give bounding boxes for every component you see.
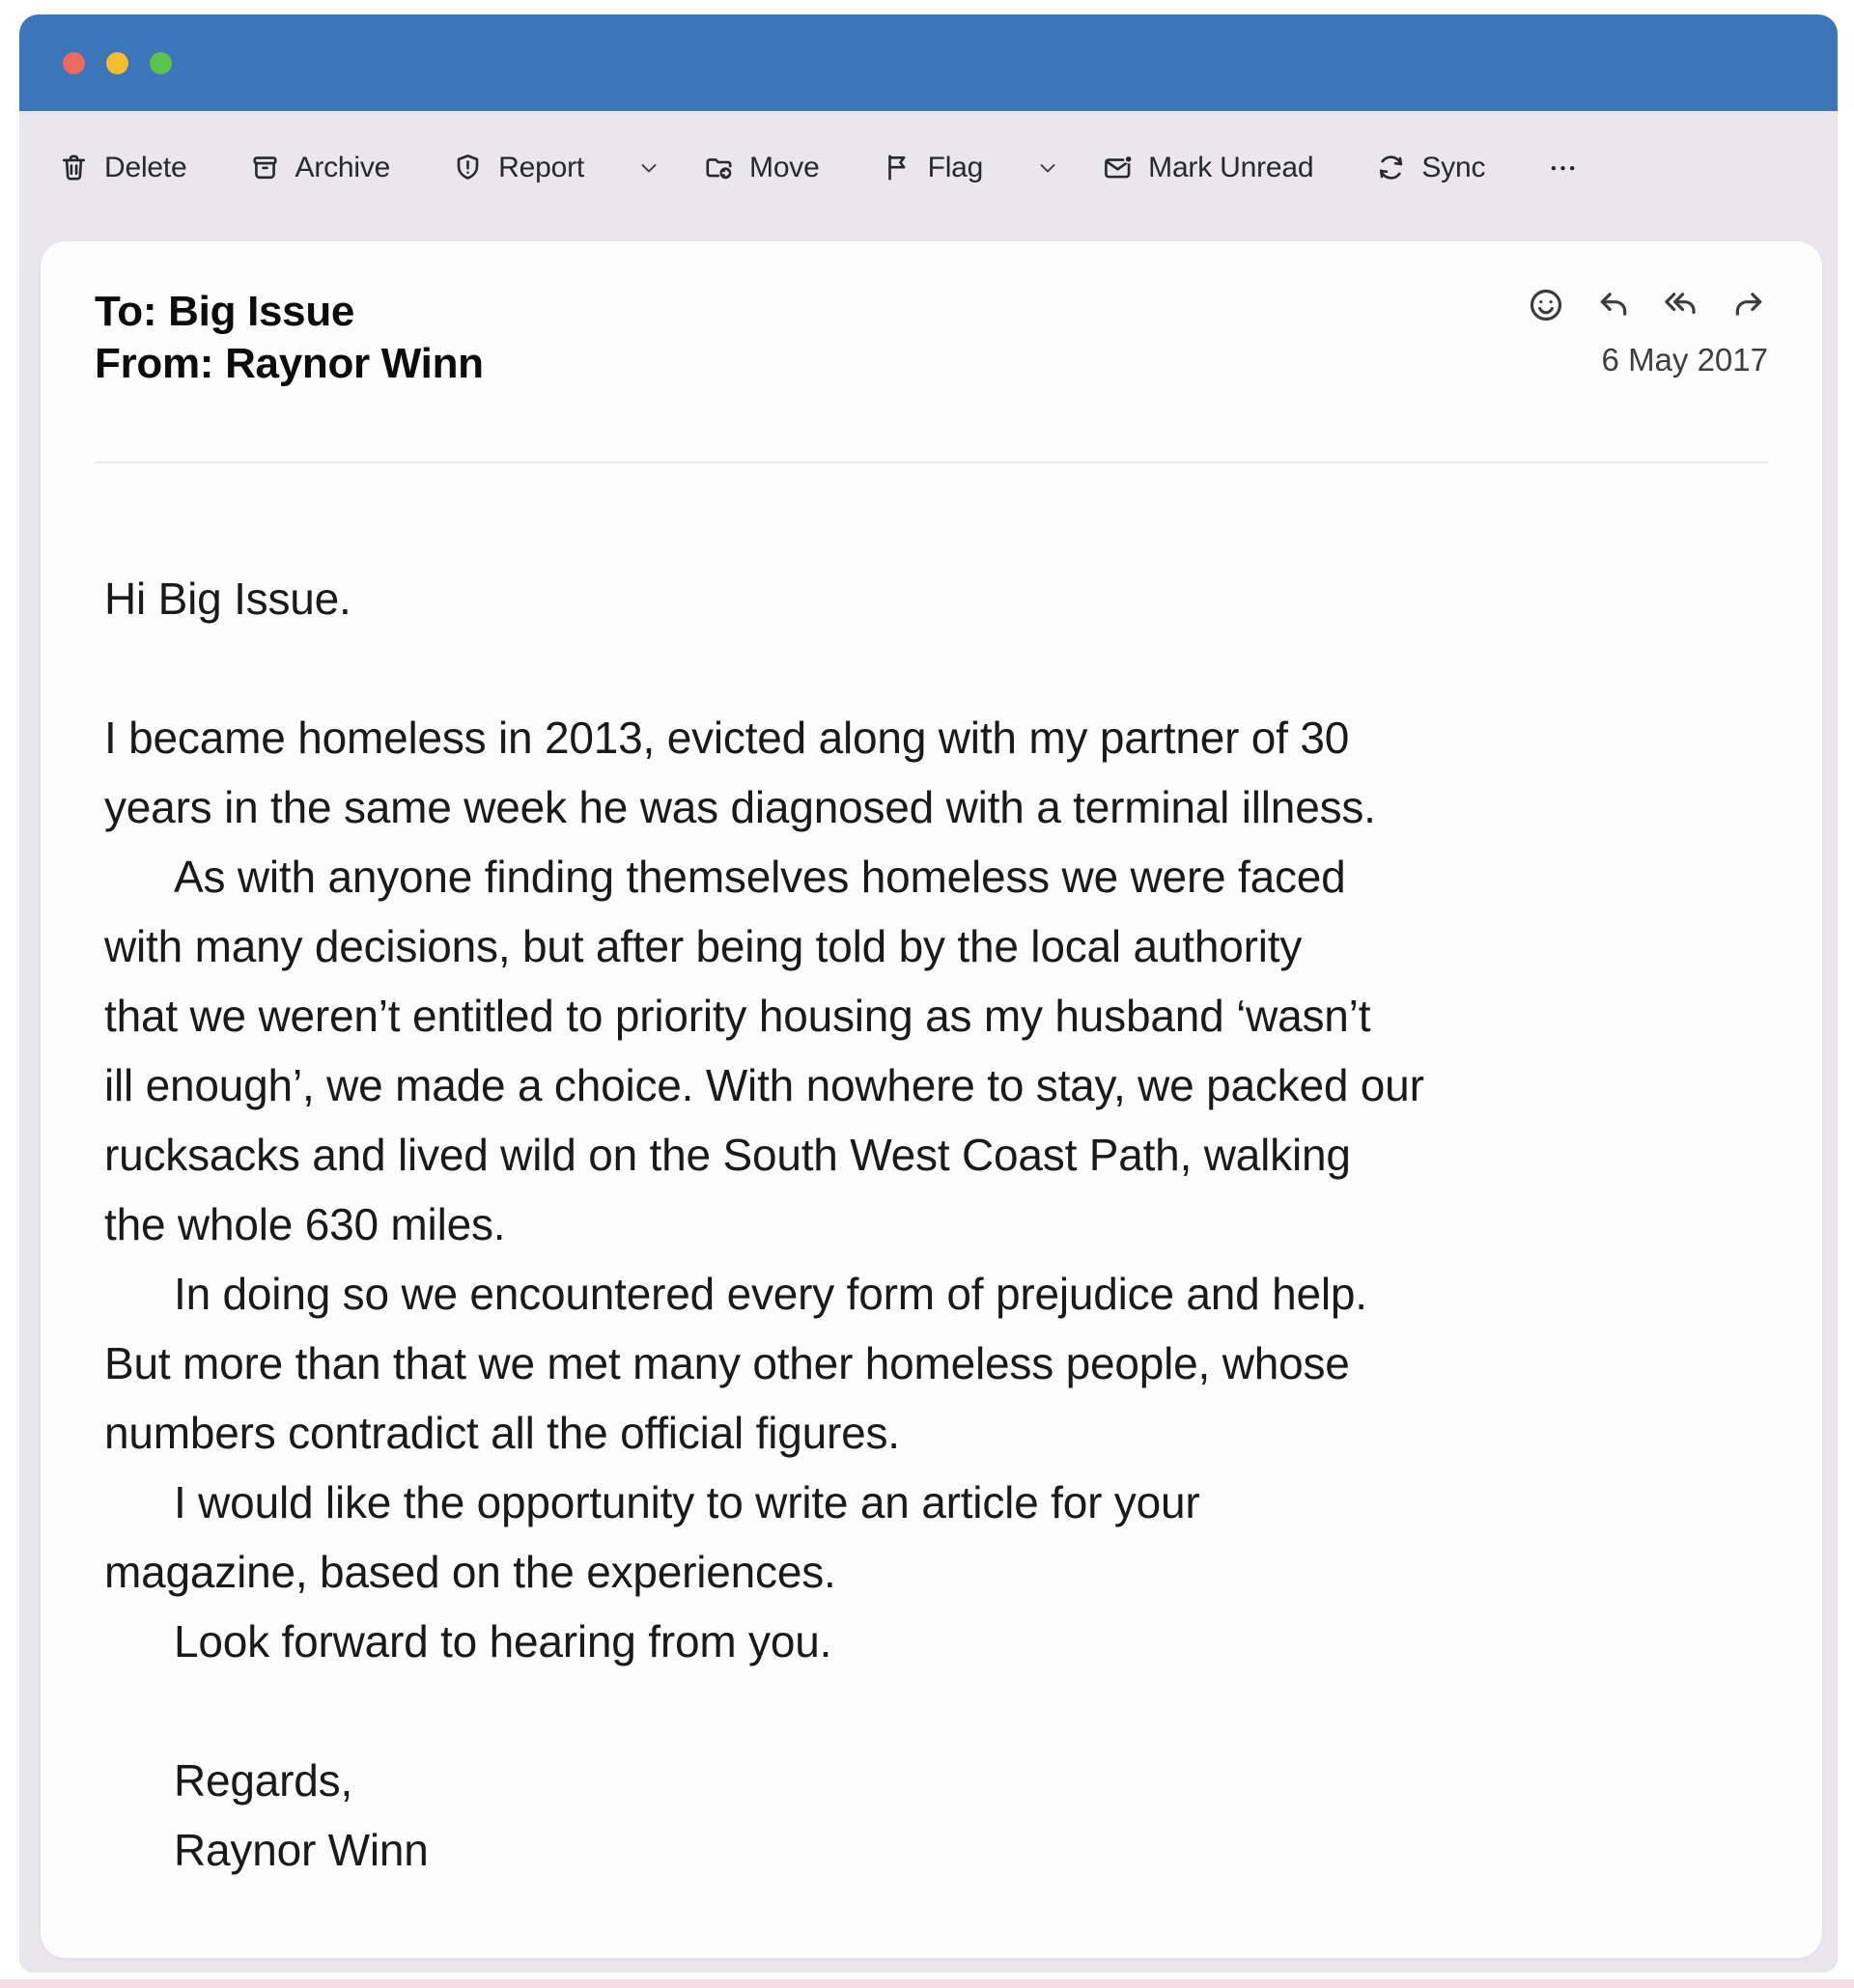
folder-move-icon [703,152,735,183]
report-label: Report [498,151,585,183]
body-line: rucksacks and lived wild on the South West Coast Path, walking [104,1130,1351,1180]
body-line: I would like the opportunity to write an article for your [174,1477,1200,1527]
move-label: Move [749,151,820,183]
flag-label: Flag [927,151,984,183]
archive-button[interactable] [249,152,391,184]
forward-icon [1729,286,1768,324]
body-line: magazine, based on the experiences. [104,1547,836,1597]
body-line: In doing so we encountered every form of prejudice and help. [174,1269,1367,1319]
body-line: numbers contradict all the official figures. [104,1408,900,1458]
reply-icon [1594,286,1633,324]
body-line: Raynor Winn [174,1825,429,1875]
sync-button[interactable] [1375,152,1485,184]
mark-unread-label: Mark Unread [1148,151,1314,183]
chevron-down-icon [618,156,641,180]
body-line: I became homeless in 2013, evicted along with my partner of 30 [104,713,1350,763]
traffic-lights [63,52,172,74]
delete-button[interactable] [58,152,187,184]
email-body [104,564,1768,1885]
body-line: Regards, [174,1755,353,1806]
window-titlebar [19,14,1838,111]
reply-button[interactable] [1594,286,1633,324]
more-options-icon [1547,152,1579,183]
body-line: that we weren’t entitled to priority housing as my husband ‘wasn’t [104,991,1371,1041]
message-actions [1527,286,1768,324]
emoji-reaction-button[interactable] [1527,286,1565,324]
emoji-reaction-icon [1527,286,1565,324]
zoom-window-button[interactable] [150,52,172,74]
body-line: years in the same week he was diagnosed with a terminal illness. [104,782,1376,832]
body-line: the whole 630 miles. [104,1199,506,1249]
body-line [104,633,1768,703]
delete-label: Delete [104,151,187,183]
mail-toolbar [19,111,1838,241]
envelope-unread-dot-icon [1102,152,1134,183]
body-line: with many decisions, but after being told by the local authority [104,921,1303,971]
archive-label: Archive [295,151,391,183]
flag-button[interactable] [882,152,1041,184]
shield-alert-icon [452,152,484,183]
page-edge-strip [0,1979,1854,1988]
body-line: But more than that we met many other homeless people, whose [104,1338,1350,1388]
body-line: Look forward to hearing from you. [174,1616,832,1666]
email-card [41,241,1822,1958]
forward-button[interactable] [1729,286,1768,324]
header-divider [95,462,1768,463]
reply-all-icon [1662,286,1700,324]
report-button[interactable] [452,152,641,184]
mail-window [19,14,1838,1973]
flag-icon [882,152,913,183]
close-window-button[interactable] [63,52,85,74]
mark-unread-button[interactable] [1102,152,1313,184]
sync-arrows-icon [1375,152,1407,183]
body-line [104,1676,1768,1746]
minimize-window-button[interactable] [106,52,128,74]
reply-all-button[interactable] [1662,286,1700,324]
more-options-button[interactable] [1547,152,1579,183]
body-line: Hi Big Issue. [104,574,351,624]
move-button[interactable] [703,152,820,184]
body-line: As with anyone finding themselves homeless we were faced [174,852,1346,902]
from-line: From: Raynor Winn [95,340,484,387]
archive-box-icon [249,152,281,183]
to-line: To: Big Issue [95,288,355,335]
sync-label: Sync [1421,151,1486,183]
message-date: 6 May 2017 [1601,342,1768,378]
chevron-down-icon [1017,156,1040,180]
email-header [95,286,1768,390]
body-line: ill enough’, we made a choice. With nowhere to stay, we packed our [104,1060,1424,1110]
trash-icon [58,152,90,183]
